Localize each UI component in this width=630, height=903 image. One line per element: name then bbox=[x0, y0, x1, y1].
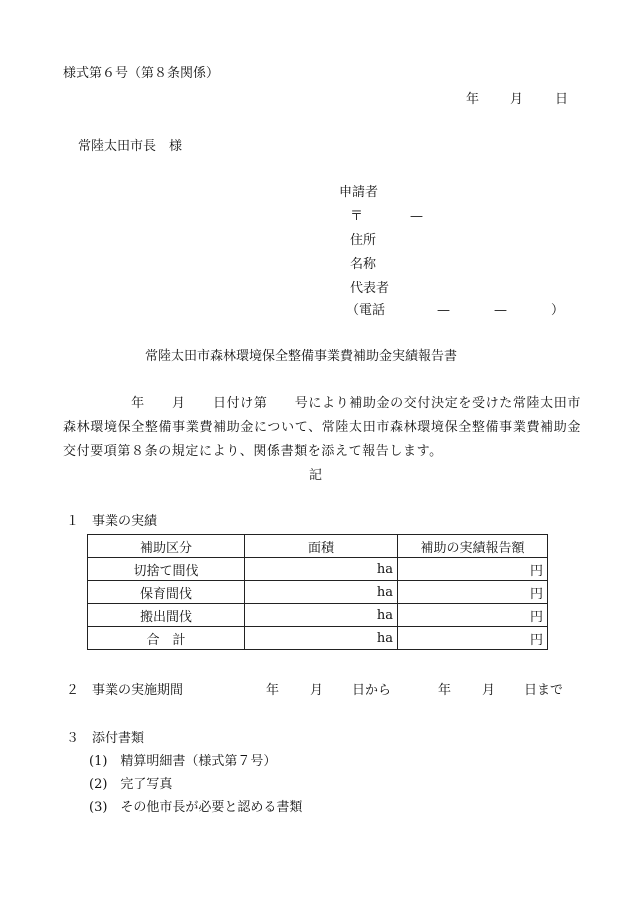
row-amount: 円 bbox=[398, 627, 548, 650]
form-number: 様式第６号（第８条関係） bbox=[63, 66, 220, 81]
table-header-row bbox=[88, 535, 548, 558]
phone-open: （電話 bbox=[346, 303, 386, 318]
attachment-item: (2) 完了写真 bbox=[89, 777, 173, 792]
period-start-day: 日から bbox=[352, 683, 392, 698]
phone-dash-2: — bbox=[494, 303, 507, 318]
body-paragraph: 年 月 日付け第 号により補助金の交付決定を受けた常陸太田市森林環境保全整備事業費補助金について、常陸太田市森林環境保全整備事業費補助金交付要項第８条の規定により、関係書類を添えて報告します。 bbox=[63, 396, 581, 459]
representative-label: 代表者 bbox=[350, 281, 390, 296]
row-amount: 円 bbox=[398, 558, 548, 581]
name-label: 名称 bbox=[350, 257, 377, 272]
achievement-table bbox=[87, 534, 548, 650]
phone-dash-1: — bbox=[437, 303, 450, 318]
date-month: 月 bbox=[510, 92, 524, 107]
period-end-month: 月 bbox=[482, 683, 496, 698]
row-area: ha bbox=[245, 558, 398, 581]
col-area: 面積 bbox=[245, 535, 398, 558]
postal-mark: 〒 bbox=[350, 209, 364, 224]
row-category: 搬出間伐 bbox=[88, 604, 245, 627]
row-amount: 円 bbox=[398, 604, 548, 627]
row-area: ha bbox=[245, 581, 398, 604]
table-total-row bbox=[88, 627, 548, 650]
attachment-item: (3) その他市長が必要と認める書類 bbox=[89, 800, 303, 815]
applicant-label: 申請者 bbox=[339, 185, 379, 200]
col-category: 補助区分 bbox=[88, 535, 245, 558]
section2-heading: ２ 事業の実施期間 bbox=[66, 683, 184, 698]
document-title: 常陸太田市森林環境保全整備事業費補助金実績報告書 bbox=[145, 349, 458, 364]
row-amount: 円 bbox=[398, 581, 548, 604]
date-day: 日 bbox=[555, 92, 569, 107]
col-amount: 補助の実績報告額 bbox=[398, 535, 548, 558]
section3-heading: ３ 添付書類 bbox=[66, 731, 145, 746]
section1-heading: １ 事業の実績 bbox=[66, 514, 158, 529]
address-label: 住所 bbox=[350, 233, 377, 248]
table-row bbox=[88, 581, 548, 604]
row-category: 合 計 bbox=[88, 627, 245, 650]
table-row bbox=[88, 558, 548, 581]
period-start-month: 月 bbox=[310, 683, 324, 698]
postal-dash: — bbox=[410, 209, 423, 224]
period-start-year: 年 bbox=[266, 683, 280, 698]
attachment-item: (1) 精算明細書（様式第７号） bbox=[89, 754, 277, 769]
phone-close: ） bbox=[551, 303, 565, 318]
row-area: ha bbox=[245, 627, 398, 650]
ki-mark: 記 bbox=[309, 468, 323, 483]
row-area: ha bbox=[245, 604, 398, 627]
addressee: 常陸太田市長 様 bbox=[78, 139, 183, 154]
date-year: 年 bbox=[466, 92, 480, 107]
table-row bbox=[88, 604, 548, 627]
period-end-day: 日まで bbox=[524, 683, 564, 698]
row-category: 保育間伐 bbox=[88, 581, 245, 604]
row-category: 切捨て間伐 bbox=[88, 558, 245, 581]
period-end-year: 年 bbox=[438, 683, 452, 698]
